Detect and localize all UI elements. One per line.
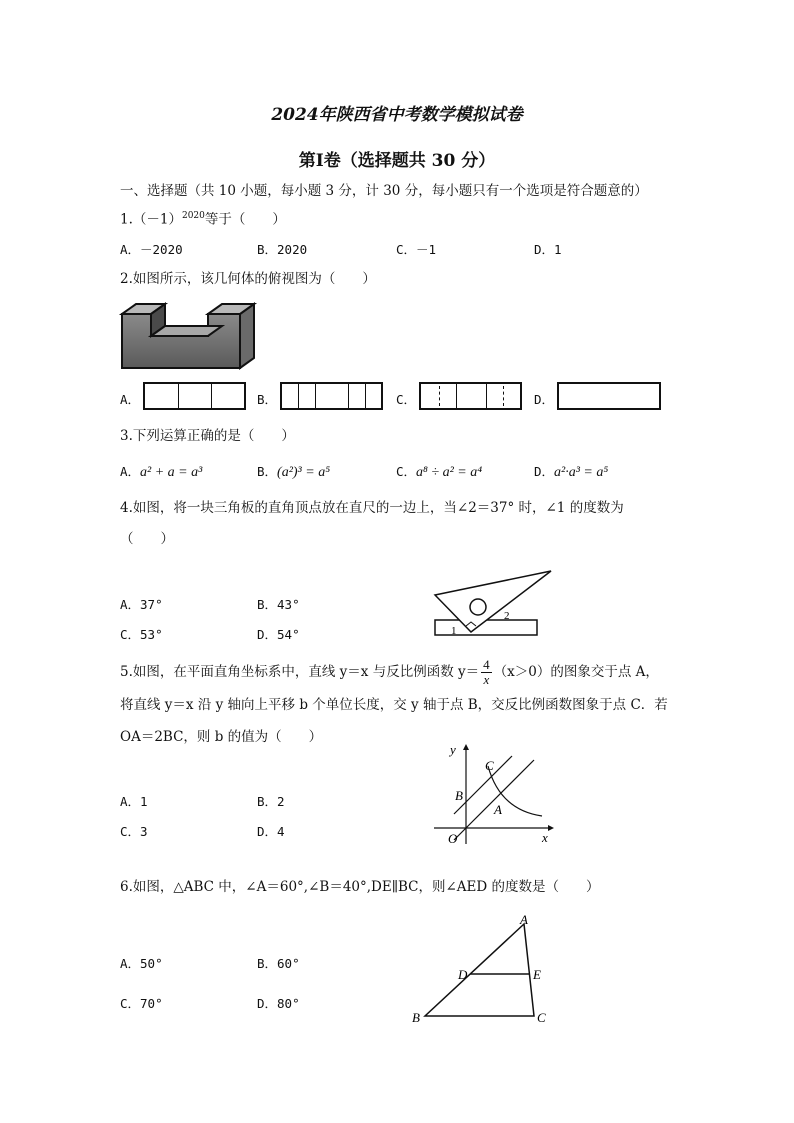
q4-figure xyxy=(425,565,560,640)
volume-title: 第Ⅰ卷（选择题共 30 分） xyxy=(298,151,496,171)
q5-line-1-post: （x＞0）的图象交于点 A， xyxy=(493,664,659,680)
q3-option-d-expr: a²·a³ = a⁵ xyxy=(554,465,609,480)
q3-option-d[interactable] xyxy=(534,462,608,481)
q6-stem: 6.如图，△ABC 中，∠A＝60°,∠B＝40°,DE∥BC，则∠AED 的度数是（ ） xyxy=(120,879,600,895)
q4-option-b[interactable]: B．43° xyxy=(257,597,300,612)
q3-option-c[interactable] xyxy=(396,462,482,481)
q3-option-b[interactable] xyxy=(257,462,330,481)
q5-y-axis-arrow xyxy=(463,744,469,750)
q2-option-d-label[interactable]: D． xyxy=(534,392,555,407)
q5-frac-den: x xyxy=(483,672,490,687)
q2-solid-notch-floor xyxy=(151,326,222,336)
q6-option-c[interactable]: C．70° xyxy=(120,996,163,1011)
q3-option-b-label: B． xyxy=(257,464,278,479)
q2-option-c-view[interactable] xyxy=(419,382,522,410)
q6-figure xyxy=(405,910,555,1028)
q4-angle-2-label: 2 xyxy=(504,610,510,622)
q5-label-b: B xyxy=(455,788,463,803)
q5-option-a[interactable]: A．1 xyxy=(120,794,148,809)
q2-solid-front-face xyxy=(122,314,240,368)
q5-option-d[interactable]: D．4 xyxy=(257,824,285,839)
q3-option-a[interactable] xyxy=(120,462,202,481)
q4-angle-1-label: 1 xyxy=(451,625,457,637)
q5-option-c[interactable]: C．3 xyxy=(120,824,148,839)
q1-option-c[interactable]: C．－1 xyxy=(396,242,437,257)
q6-option-b[interactable]: B．60° xyxy=(257,956,300,971)
q6-label-b: B xyxy=(412,1010,420,1025)
q1-stem-pre: 1.（－1） xyxy=(120,211,182,228)
q3-stem: 3.下列运算正确的是（ ） xyxy=(120,428,295,444)
q2-option-c-label[interactable]: C． xyxy=(396,392,417,407)
q4-option-c[interactable]: C．53° xyxy=(120,627,163,642)
q4-stem: 4.如图，将一块三角板的直角顶点放在直尺的一边上，当∠2＝37° 时，∠1 的度数为 xyxy=(120,500,624,516)
q2-option-a-view[interactable] xyxy=(143,382,246,410)
q5-x-axis-arrow xyxy=(548,825,554,831)
q1-stem-post: 等于（ ） xyxy=(204,211,286,228)
q6-label-e: E xyxy=(533,967,541,982)
q4-blank: （ ） xyxy=(120,531,174,547)
q6-label-c: C xyxy=(537,1010,546,1025)
q6-label-d: D xyxy=(458,967,468,982)
q5-label-x: x xyxy=(542,830,548,845)
q5-label-y: y xyxy=(450,742,456,757)
q6-label-a: A xyxy=(520,912,528,927)
q1-option-b[interactable]: B．2020 xyxy=(257,242,308,257)
q5-option-b[interactable]: B．2 xyxy=(257,794,285,809)
page-title: 2024年陕西省中考数学模拟试卷 xyxy=(271,105,523,125)
q1-option-a[interactable]: A．－2020 xyxy=(120,242,183,257)
q5-label-o: O xyxy=(448,831,458,846)
q3-option-d-label: D． xyxy=(534,464,555,479)
section-heading: 一、选择题（共 10 小题，每小题 3 分，计 30 分，每小题只有一个选项是符合题意的） xyxy=(120,183,648,199)
q6-option-d[interactable]: D．80° xyxy=(257,996,300,1011)
q5-frac-num: 4 xyxy=(483,657,490,672)
q5-label-c: C xyxy=(485,758,494,773)
q3-option-b-expr: (a²)³ = a⁵ xyxy=(277,465,331,480)
q5-fraction xyxy=(481,658,492,687)
q5-line-3: OA＝2BC，则 b 的值为（ ） xyxy=(120,729,323,745)
q2-option-d-view[interactable] xyxy=(557,382,661,410)
q2-option-b-view[interactable] xyxy=(280,382,383,410)
q1-option-d[interactable]: D．1 xyxy=(534,242,562,257)
q2-stem: 2.如图所示，该几何体的俯视图为（ ） xyxy=(120,271,376,287)
q6-triangle-abc xyxy=(425,924,534,1016)
q5-label-a: A xyxy=(494,802,502,817)
q3-option-a-label: A． xyxy=(120,464,141,479)
q4-option-d[interactable]: D．54° xyxy=(257,627,300,642)
q5-line-2: 将直线 y＝x 沿 y 轴向上平移 b 个单位长度，交 y 轴于点 B，交反比例函数图象于点 C．若 xyxy=(120,697,668,713)
q2-option-a-label[interactable]: A． xyxy=(120,392,141,407)
q1-stem xyxy=(120,205,286,231)
q2-solid-figure xyxy=(118,300,258,372)
q3-option-a-expr: a² + a = a³ xyxy=(140,465,203,480)
q4-triangle-board xyxy=(435,571,551,632)
q5-figure xyxy=(430,740,555,850)
q4-option-a[interactable]: A．37° xyxy=(120,597,163,612)
q5-line-1 xyxy=(120,658,659,687)
q5-shifted-line xyxy=(454,756,512,814)
q3-option-c-expr: a⁸ ÷ a² = a⁴ xyxy=(416,465,483,480)
q6-option-a[interactable]: A．50° xyxy=(120,956,163,971)
q1-exponent: 2020 xyxy=(181,211,205,221)
q5-line-1-pre: 5.如图，在平面直角坐标系中，直线 y＝x 与反比例函数 y＝ xyxy=(120,664,480,680)
q3-option-c-label: C． xyxy=(396,464,417,479)
q2-option-b-label[interactable]: B． xyxy=(257,392,278,407)
